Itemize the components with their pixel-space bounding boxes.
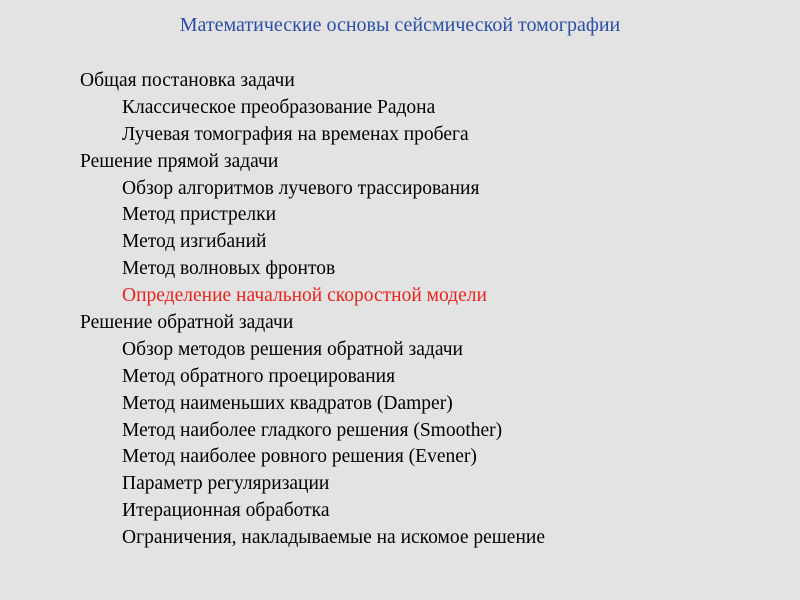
outline-item-highlighted: Определение начальной скоростной модели: [122, 285, 487, 307]
outline-item: Метод наиболее ровного решения (Evener): [122, 446, 477, 468]
outline-item: Обзор методов решения обратной задачи: [122, 338, 463, 360]
outline-item: Классическое преобразование Радона: [122, 96, 436, 118]
outline-item: Метод обратного проецирования: [122, 365, 396, 387]
outline-list: [80, 68, 545, 552]
outline-item: Метод волновых фронтов: [122, 258, 336, 280]
outline-item: Общая постановка задачи: [80, 70, 295, 91]
outline-item: Решение прямой задачи: [80, 150, 279, 172]
outline-item: Параметр регуляризации: [122, 473, 330, 495]
outline-item: Обзор алгоритмов лучевого трассирования: [122, 177, 480, 199]
outline-item: Решение обратной задачи: [80, 312, 294, 334]
outline-item: Метод наиболее гладкого решения (Smoother): [122, 419, 503, 441]
outline-item: Итерационная обработка: [122, 500, 330, 522]
slide-title: Математические основы сейсмической томографии: [179, 14, 621, 36]
outline-item: Метод наименьших квадратов (Damper): [122, 392, 453, 414]
outline-item: Метод пристрелки: [122, 204, 277, 226]
outline-item: Лучевая томография на временах пробега: [122, 123, 469, 145]
outline-item: Метод изгибаний: [122, 231, 267, 253]
outline-item: Ограничения, накладываемые на искомое решение: [122, 527, 545, 549]
